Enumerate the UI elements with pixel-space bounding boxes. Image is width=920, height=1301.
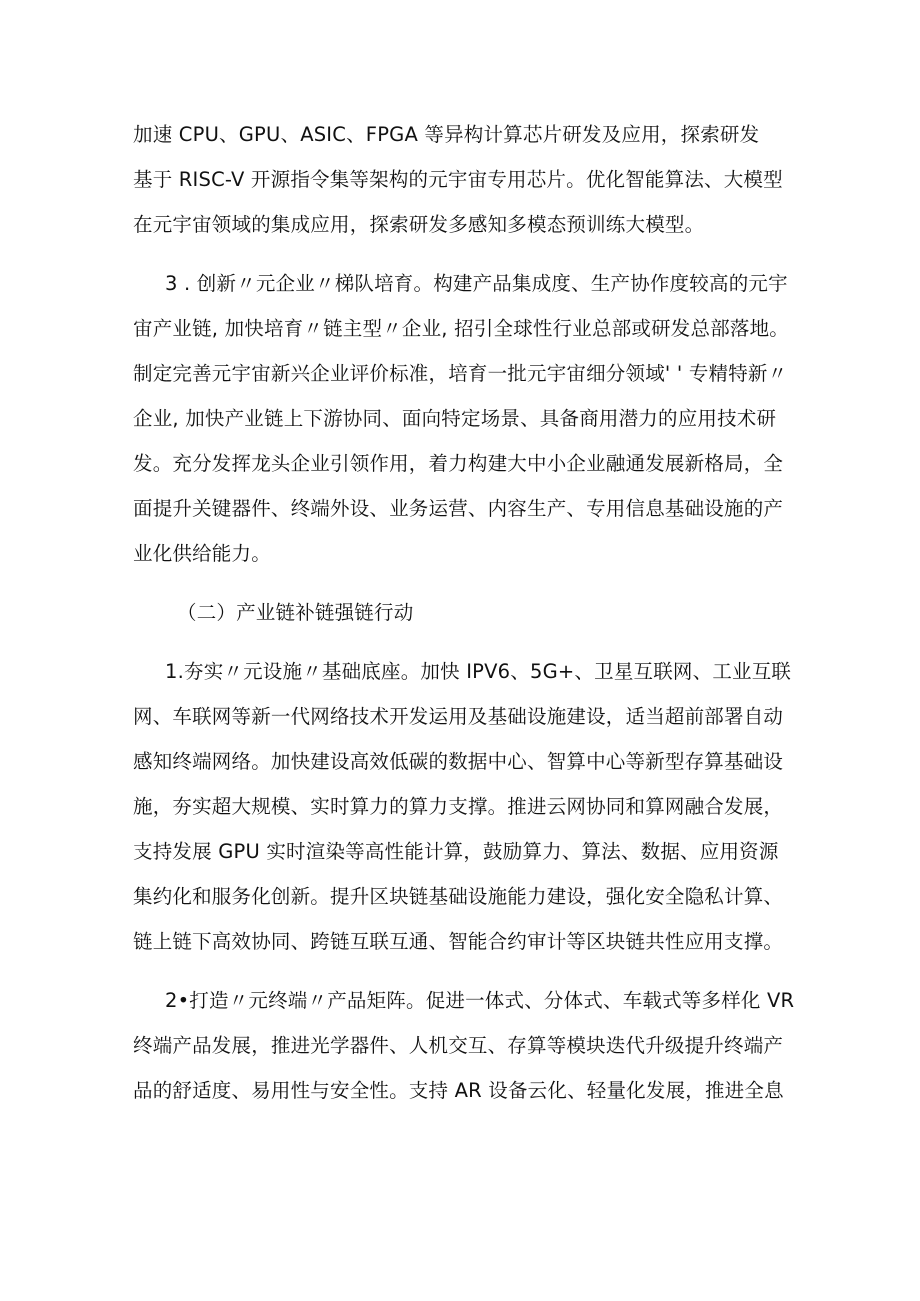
text-line: 业化供给能力。: [133, 542, 271, 565]
section-heading-text: （二）产业链补链强链行动: [177, 601, 414, 624]
text-line: 终端产品发展，推进光学器件、人机交互、存算等模块迭代升级提升终端产: [133, 1034, 784, 1057]
text-line: 感知终端网络。加快建设高效低碳的数据中心、智算中心等新型存算基础设: [133, 750, 784, 773]
text-line: 在元宇宙领域的集成应用，探索研发多感知多模态预训练大模型。: [133, 213, 705, 236]
text-line: 3 . 创新〃元企业〃梯队培育。构建产品集成度、生产协作度较高的元宇: [165, 272, 788, 295]
text-line: 面提升关键器件、终端外设、业务运营、内容生产、专用信息基础设施的产: [133, 497, 784, 520]
text-line: 基于 RISC-V 开源指令集等架构的元宇宙专用芯片。优化智能算法、大模型: [133, 168, 783, 191]
text-line: 施，夯实超大规模、实时算力的算力支撑。推进云网协同和算网融合发展，: [133, 795, 784, 818]
text-line: 支持发展 GPU 实时渲染等高性能计算，鼓励算力、算法、数据、应用资源: [133, 840, 779, 863]
text-line: 1.夯实〃元设施〃基础底座。加快 IPV6、5G+、卫星互联网、工业互联: [165, 660, 792, 683]
text-line: 集约化和服务化创新。提升区块链基础设施能力建设，强化安全隐私计算、: [133, 885, 784, 908]
paragraph-terminal-products: [133, 978, 798, 1113]
document-body: [133, 112, 798, 1127]
text-line: 2•打造〃元终端〃产品矩阵。促进一体式、分体式、车载式等多样化 VR: [165, 989, 795, 1012]
paragraph-chip-research: [133, 112, 798, 247]
text-line: 宙产业链, 加快培育〃链主型〃企业, 招引全球性行业总部或研发总部落地。: [133, 317, 789, 340]
text-line: 企业, 加快产业链上下游协同、面向特定场景、具备商用潜力的应用技术研: [133, 407, 777, 430]
text-line: 品的舒适度、易用性与安全性。支持 AR 设备云化、轻量化发展，推进全息: [133, 1079, 784, 1102]
text-line: 网、车联网等新一代网络技术开发运用及基础设施建设，适当超前部署自动: [133, 705, 784, 728]
paragraph-infrastructure: [133, 649, 798, 964]
text-line: 发。充分发挥龙头企业引领作用，着力构建大中小企业融通发展新格局，全: [133, 452, 784, 475]
paragraph-enterprise-cultivation: [133, 261, 798, 576]
text-line: 制定完善元宇宙新兴企业评价标准，培育一批元宇宙细分领域' ' 专精特新〃: [133, 362, 788, 385]
text-line: 链上链下高效协同、跨链互联互通、智能合约审计等区块链共性应用支撑。: [133, 930, 784, 953]
text-line: 加速 CPU、GPU、ASIC、FPGA 等异构计算芯片研发及应用，探索研发: [133, 123, 760, 146]
section-heading: [133, 590, 798, 635]
